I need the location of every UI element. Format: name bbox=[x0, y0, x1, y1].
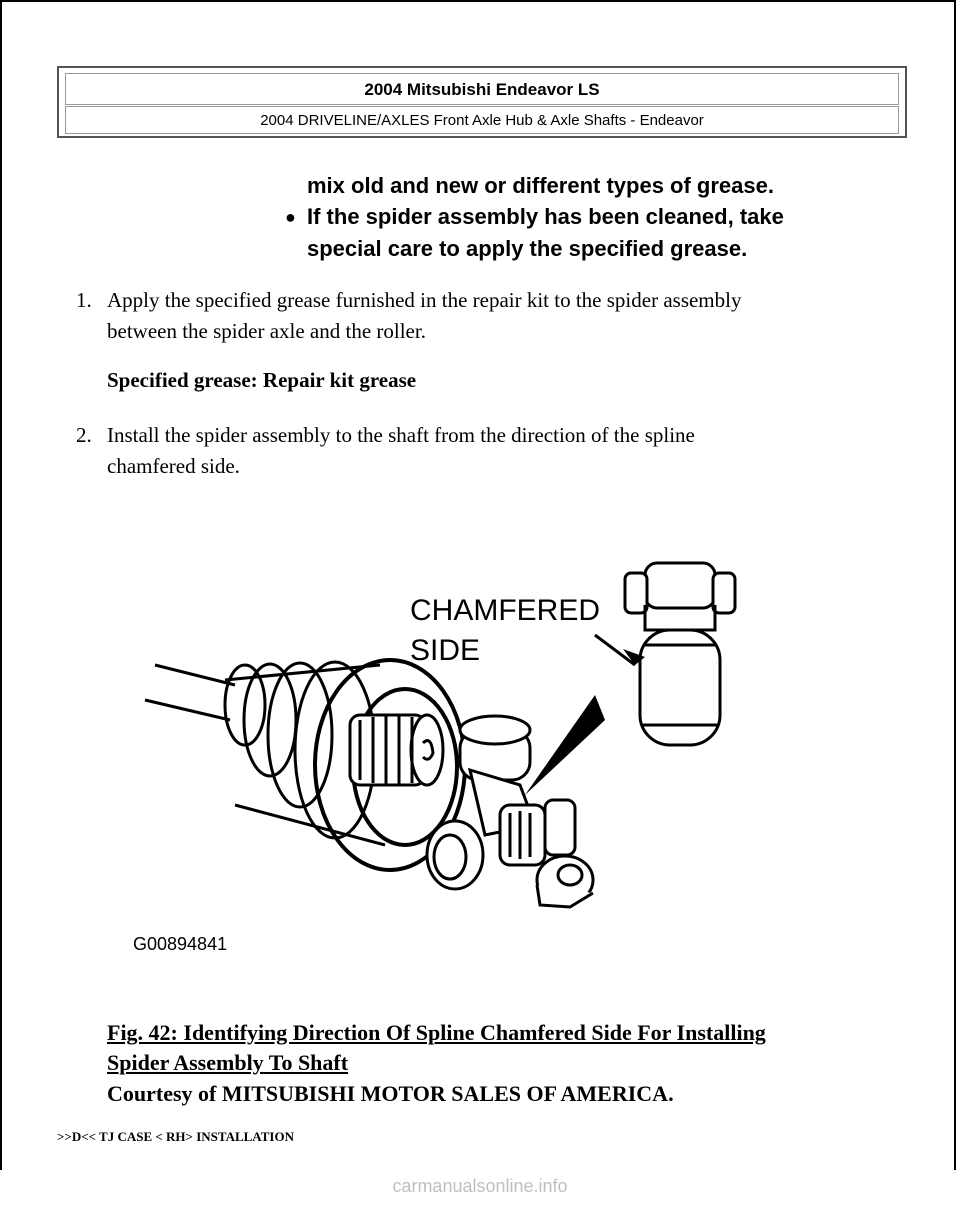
header-subtitle: 2004 DRIVELINE/AXLES Front Axle Hub & Axle Shafts - Endeavor bbox=[65, 106, 899, 134]
step-2-line-1: Install the spider assembly to the shaft from the direction of the spline bbox=[107, 423, 695, 447]
caption-line-1: Fig. 42: Identifying Direction Of Spline Chamfered Side For Installing bbox=[107, 1020, 766, 1045]
courtesy-line: Courtesy of MITSUBISHI MOTOR SALES OF AMERICA. bbox=[107, 1081, 674, 1106]
watermark: carmanualsonline.info bbox=[392, 1176, 568, 1196]
spider-assembly-figure bbox=[125, 545, 765, 965]
figure-label-side: SIDE bbox=[410, 634, 481, 667]
axle-shaft-illustration bbox=[145, 665, 235, 720]
spec-line: Specified grease: Repair kit grease bbox=[107, 368, 417, 392]
note-line-1: mix old and new or different types of grease. bbox=[307, 173, 774, 198]
enlarged-spider-illustration bbox=[625, 563, 735, 745]
direction-arrow-illustration bbox=[525, 695, 605, 795]
step-1-line-1: Apply the specified grease furnished in the repair kit to the spider assembly bbox=[107, 288, 742, 312]
bullet-icon: ● bbox=[285, 207, 296, 227]
footer-nav-link[interactable]: >>D<< TJ CASE < RH> INSTALLATION bbox=[57, 1129, 294, 1144]
header-title: 2004 Mitsubishi Endeavor LS bbox=[65, 73, 899, 105]
document-header bbox=[57, 66, 907, 138]
spline-shaft-illustration bbox=[350, 715, 443, 785]
note-line-2: If the spider assembly has been cleaned, take bbox=[307, 204, 784, 229]
caption-line-2: Spider Assembly To Shaft bbox=[107, 1050, 349, 1075]
figure-code: G00894841 bbox=[133, 934, 228, 954]
step-2-number: 2. bbox=[76, 423, 92, 447]
figure-label-chamfered: CHAMFERED bbox=[410, 594, 601, 627]
step-1-line-2: between the spider axle and the roller. bbox=[107, 319, 426, 343]
note-line-3: special care to apply the specified grease. bbox=[307, 236, 748, 261]
label-leader-arrow bbox=[595, 635, 635, 665]
figure-caption bbox=[107, 1018, 887, 1078]
step-2-line-2: chamfered side. bbox=[107, 454, 240, 478]
snap-ring-illustration bbox=[537, 856, 593, 907]
step-1-number: 1. bbox=[76, 288, 92, 312]
